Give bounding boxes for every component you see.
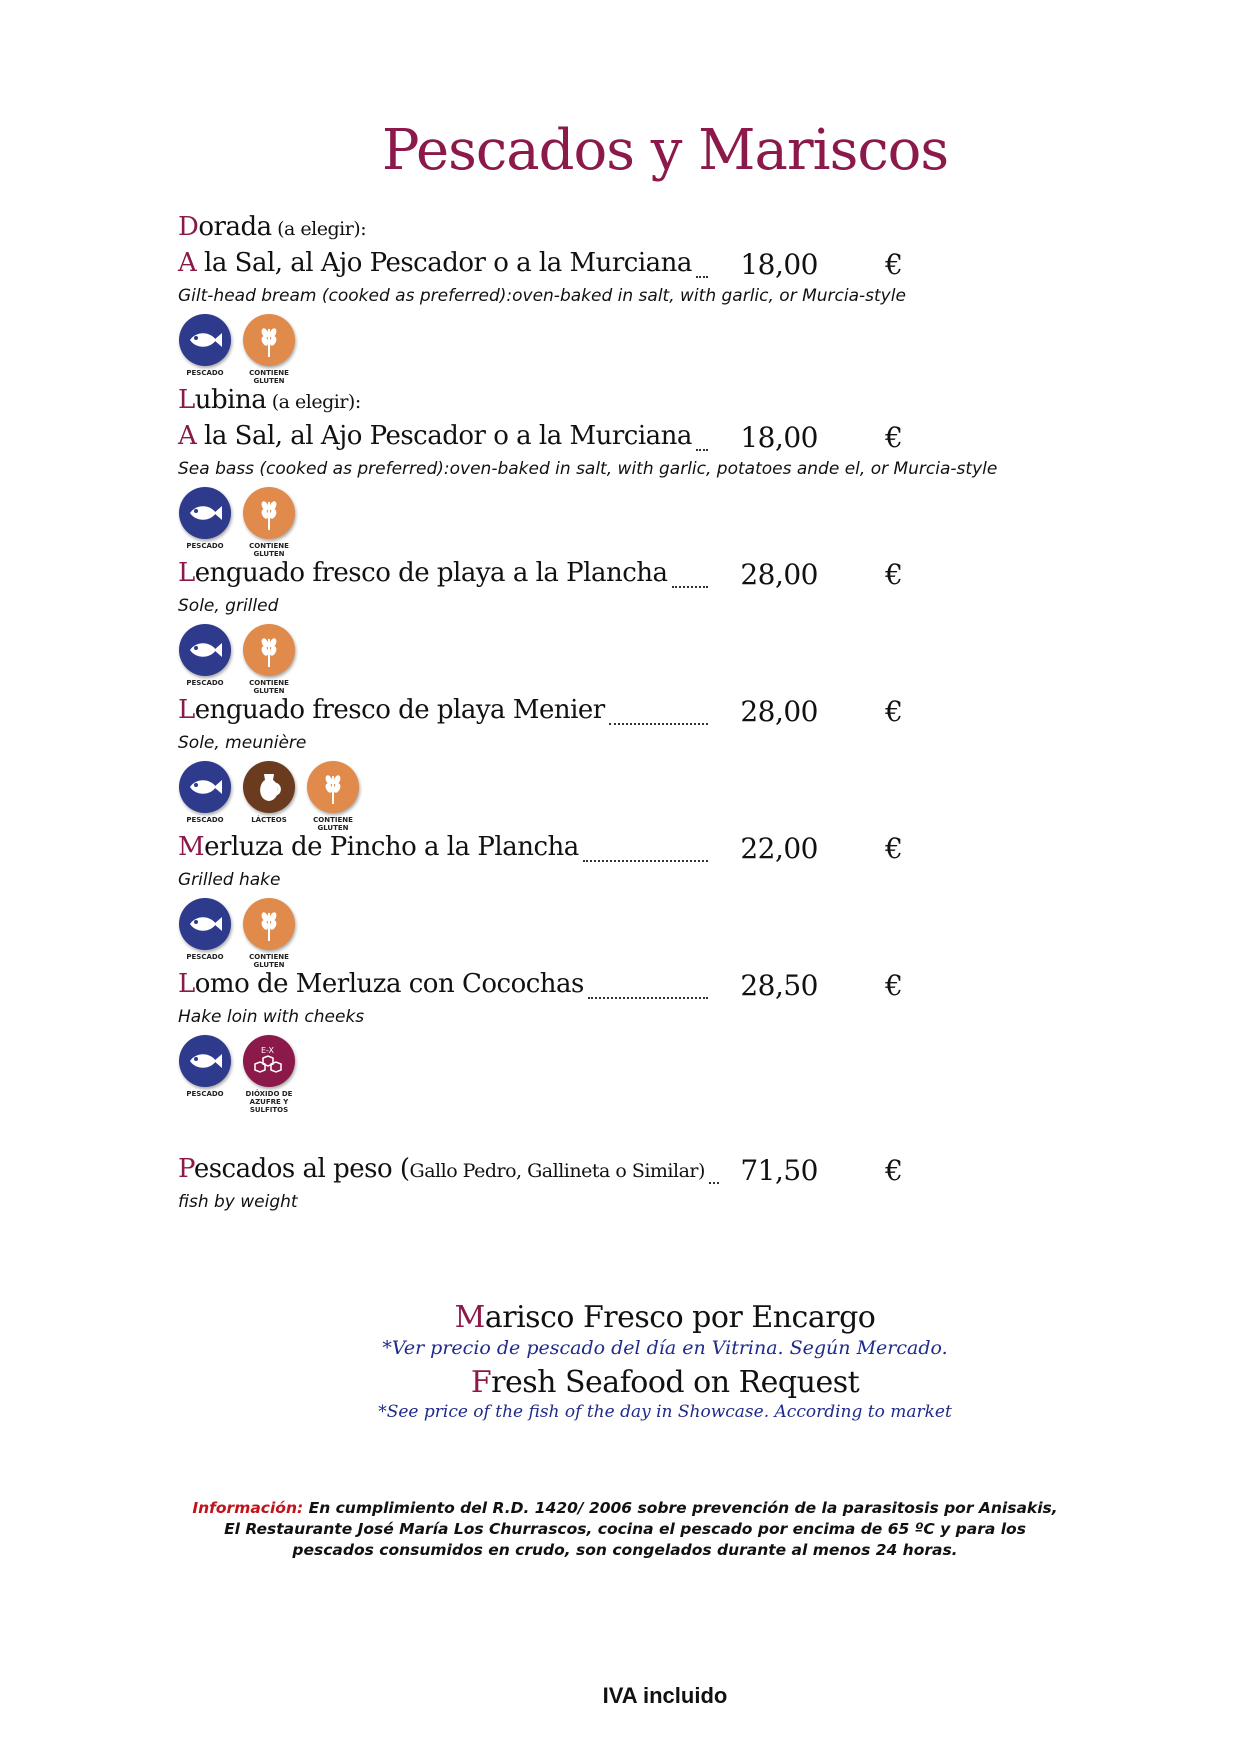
dish-line [178,421,1018,459]
dish-price: 28,00 [740,695,818,728]
seafood-title-es: Marisco Fresco por Encargo [454,1300,876,1335]
dot-leader [709,1181,719,1184]
dish-price: 22,00 [740,832,818,865]
dish-name: Lenguado fresco de playa a la Plancha [178,558,668,588]
dot-leader [588,996,708,999]
wheat-icon [243,314,295,366]
menu-list [178,212,1018,1216]
allergen-label: PESCADO [186,542,224,550]
dish-line [178,558,1018,596]
seafood-note-en: *See price of the fish of the day in Showcase. According to market [378,1402,952,1422]
dish-description: Hake loin with cheeks [178,1007,365,1027]
menu-item [178,832,1018,969]
dish-name: Lenguado fresco de playa Menier [178,695,605,725]
allergen-badge [306,761,360,832]
seafood-section [340,1300,990,1428]
allergen-badge [178,487,232,558]
allergen-label: CONTIENE GLUTEN [249,953,289,969]
menu-item [178,558,1018,695]
allergen-badge [242,314,296,385]
allergen-label: PESCADO [186,953,224,961]
allergen-icons [178,761,1018,832]
sulfite-molecule-icon [243,1035,295,1087]
dish-price: 18,00 [740,421,818,454]
allergen-badge [178,314,232,385]
fish-icon [179,898,231,950]
dish-description: Sole, grilled [178,596,279,616]
fish-icon [179,487,231,539]
currency-symbol: € [885,1154,903,1187]
info-lead: Información: [192,1499,304,1517]
info-notice [185,1498,1065,1561]
dish-name: Lomo de Merluza con Cocochas [178,969,584,999]
wheat-icon [243,898,295,950]
allergen-label: CONTIENE GLUTEN [313,816,353,832]
dish-description: Grilled hake [178,870,281,890]
seafood-title-en: Fresh Seafood on Request [470,1365,860,1400]
allergen-label: CONTIENE GLUTEN [249,679,289,695]
allergen-badge [178,761,232,832]
dot-leader [609,722,708,725]
menu-item [178,212,1018,385]
currency-symbol: € [885,969,903,1002]
allergen-label: PESCADO [186,679,224,687]
fish-icon [179,761,231,813]
jug-icon [243,761,295,813]
dish-description: Sea bass (cooked as preferred):oven-baked in salt, with garlic, potatoes ande el, or Murcia-style [178,459,998,479]
allergen-icons [178,314,1018,385]
svg-text:E-X: E-X [261,1046,275,1055]
dish-name: Pescados al peso (Gallo Pedro, Gallineta o Similar) [178,1154,705,1184]
allergen-badge [242,624,296,695]
currency-symbol: € [885,695,903,728]
menu-item [178,695,1018,832]
dish-heading: Dorada (a elegir): [178,212,367,242]
allergen-icons [178,624,1018,695]
dish-description: Sole, meunière [178,733,307,753]
dot-leader [583,859,708,862]
info-text: En cumplimiento del R.D. 1420/ 2006 sobre prevención de la parasitosis por Anisakis, El Restaurante José María Los Churrascos, cocina el pescado por encima de 65 ºC y para los pescados consumidos en crudo, son congelados durante al menos 24 horas. [224,1499,1058,1559]
dish-name: A la Sal, al Ajo Pescador o a la Murciana [178,421,692,451]
dot-leader [696,275,708,278]
seafood-note-es: *Ver precio de pescado del día en Vitrina. Según Mercado. [382,1337,948,1359]
allergen-badge [178,624,232,695]
dish-line [178,695,1018,733]
dish-description: fish by weight [178,1192,298,1212]
dish-line [178,1154,1018,1192]
allergen-badge [242,1035,296,1114]
dot-leader [672,585,708,588]
allergen-label: PESCADO [186,816,224,824]
allergen-label: PESCADO [186,369,224,377]
fish-icon [179,624,231,676]
dish-description: Gilt-head bream (cooked as preferred):oven-baked in salt, with garlic, or Murcia-style [178,286,906,306]
allergen-icons [178,487,1018,558]
fish-icon [179,314,231,366]
page-title: Pescados y Mariscos [381,118,949,183]
allergen-icons [178,898,1018,969]
allergen-label: LÁCTEOS [251,816,287,824]
menu-item [178,1154,1018,1216]
dish-price: 28,00 [740,558,818,591]
dot-leader [696,448,708,451]
allergen-label: CONTIENE GLUTEN [249,369,289,385]
currency-symbol: € [885,832,903,865]
dish-heading: Lubina (a elegir): [178,385,361,415]
wheat-icon [307,761,359,813]
fish-icon [179,1035,231,1087]
dish-price: 28,50 [740,969,818,1002]
allergen-label: DIÓXIDO DE AZUFRE Y SULFITOS [245,1090,293,1114]
currency-symbol: € [885,558,903,591]
dish-line [178,248,1018,286]
allergen-badge [242,898,296,969]
dish-price: 71,50 [740,1154,818,1187]
iva-footer: IVA incluido [602,1683,728,1708]
dish-name: A la Sal, al Ajo Pescador o a la Murciana [178,248,692,278]
currency-symbol: € [885,248,903,281]
wheat-icon [243,624,295,676]
menu-item [178,969,1018,1114]
dish-line [178,969,1018,1007]
allergen-badge [178,1035,232,1114]
menu-item [178,385,1018,558]
allergen-badge [178,898,232,969]
allergen-icons [178,1035,1018,1114]
dish-price: 18,00 [740,248,818,281]
dish-name: Merluza de Pincho a la Plancha [178,832,579,862]
currency-symbol: € [885,421,903,454]
allergen-label: CONTIENE GLUTEN [249,542,289,558]
allergen-badge [242,761,296,832]
allergen-label: PESCADO [186,1090,224,1098]
allergen-badge [242,487,296,558]
dish-line [178,832,1018,870]
wheat-icon [243,487,295,539]
